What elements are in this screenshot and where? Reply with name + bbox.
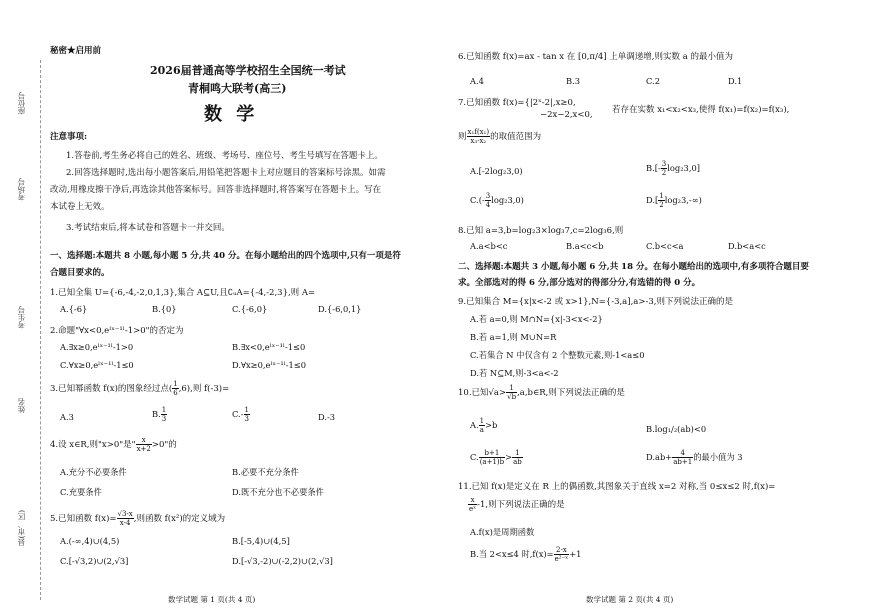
question-3 [50, 380, 229, 397]
q3-frac-numerator: 1 [173, 380, 178, 388]
question-1: 1.已知全集 U={-6,-4,-2,0,1,3},集合 A⊆U,且∁ᵤA={-4,-2,3},则 A= [50, 288, 316, 298]
q10-option-c-denominator-1: (a+1)b [479, 458, 505, 466]
section-2-header-cont: 求。全部选对的得 6 分,部分选对的得部分分,有选错的得 0 分。 [458, 278, 701, 288]
q7-option-b-numerator: 3 [661, 160, 667, 168]
q9-option-a: A.若 a=0,则 M∩N={x|-3<x<-2} [470, 314, 603, 324]
q5-text: 5.已知函数 f(x)= [50, 514, 117, 524]
q10-option-c [470, 449, 523, 466]
question-2: 2.命题"∀x<0,eˡˣ⁻¹ˡ-1>0"的否定为 [50, 326, 184, 336]
q3-option-c-numerator: 1 [244, 406, 249, 414]
q7-option-b [646, 160, 700, 177]
q10-option-d-end: 的最小值为 3 [693, 452, 743, 462]
q1-option-c: C.{-6,0} [232, 304, 268, 314]
q7-option-d-end: log₂3,-∞) [664, 195, 702, 205]
q7-option-d [646, 192, 702, 209]
question-8: 8.已知 a=3,b=log₂3×log₃7,c=2log₃6,则 [458, 226, 624, 236]
q10-text-end: ,a,b∈R,则下列说法正确的是 [517, 388, 625, 398]
q10-option-b: B.log₁/₂(ab)<0 [646, 424, 707, 434]
q5-option-c: C.[-√3,2)∪(2,√3] [60, 556, 129, 566]
q10-frac-numerator: 1 [506, 384, 517, 393]
q3-option-b-denominator: 3 [161, 415, 167, 423]
q2-option-d: D.∀x≥0,eˡˣ⁻¹ˡ-1≤0 [232, 360, 307, 370]
q6-option-d: D.1 [728, 76, 743, 86]
q1-option-b: B.{0} [152, 304, 177, 314]
question-6: 6.已知函数 f(x)=ax - tan x 在 [0,π/4] 上单调递增,则实数 a 的最小值为 [458, 52, 733, 62]
q5-option-d: D.[-√3,-2)∪(-2,2)∪(2,√3] [232, 556, 333, 566]
q10-option-c-fraction-2 [512, 449, 523, 466]
notice-2a: 2.回答选择题时,选出每小题答案后,用铅笔把答题卡上对应题目的答案标号涂黑。如需 [66, 168, 386, 178]
q4-fraction [136, 436, 152, 453]
q3-option-c-fraction [244, 406, 250, 423]
q9-option-c: C.若集合 N 中仅含有 2 个整数元素,则-1<a≤0 [470, 350, 645, 360]
q3-paren: ( [168, 384, 173, 394]
q7-option-d-label: D.[ [646, 195, 659, 205]
q2-option-b: B.∃x<0,eˡˣ⁻¹ˡ-1≤0 [232, 342, 306, 352]
q11-option-b-numerator: 2-x [554, 546, 570, 555]
q7-text-end: 的取值范围为 [490, 132, 542, 142]
q10-option-c-denominator-2: ab [513, 458, 522, 466]
q5-option-b: B.[-5,4)∪(4,5] [232, 536, 290, 546]
notice-3: 3.考试结束后,将本试卷和答题卡一并交回。 [66, 223, 230, 233]
q3-option-c-denominator: 3 [244, 415, 249, 423]
q7-option-c-denominator: 4 [485, 201, 491, 209]
q10-frac-denominator: √b [507, 393, 517, 401]
section-2-header: 二、选择题:本题共 3 小题,每小题 6 分,共 18 分。在每小题给出的选项中,有多项符合题目要 [458, 262, 809, 272]
q10-option-d-label: D.ab+ [646, 452, 673, 462]
q4-option-b: B.必要不充分条件 [232, 467, 299, 477]
q3-text: 3.已知幂函数 f(x)的图象经过点 [50, 384, 169, 394]
subject-title: 数 学 [204, 104, 259, 125]
question-11-cont [468, 496, 565, 513]
section-1-header: 一、选择题:本题共 8 小题,每小题 5 分,共 40 分。在每小题给出的四个选项中,只有一项是符 [50, 251, 401, 261]
q9-option-d: D.若 N⊆M,则-3<a<-2 [470, 368, 559, 378]
q4-option-a: A.充分不必要条件 [60, 467, 127, 477]
q7-option-c-label: C.(- [470, 195, 485, 205]
q7-frac-denominator: x₃-x₂ [470, 137, 487, 145]
q10-option-d-fraction [672, 449, 693, 466]
q7-option-a: A.[-2log₂3,0) [470, 166, 523, 176]
q7-option-c-numerator: 3 [485, 192, 491, 200]
q8-option-d: D.b<a<c [728, 241, 766, 251]
q11-frac-numerator: x [468, 496, 477, 505]
notice-2c: 本试卷上无效。 [50, 202, 110, 212]
q10-option-a-denominator: a [479, 426, 484, 434]
q11-text-end: -1,则下列说法正确的是 [477, 500, 565, 510]
page-2-footer: 数学试题 第 2 页(共 4 页) [586, 595, 674, 604]
q10-option-a-label: A. [470, 420, 479, 430]
exam-room-label: 考场号 [17, 178, 26, 201]
q7-option-b-end: log₂3,0] [667, 163, 700, 173]
q10-option-a-numerator: 1 [479, 417, 485, 425]
q10-option-c-label: C. [470, 452, 479, 462]
q5-option-a: A.(-∞,4)∪(4,5) [60, 536, 120, 546]
q4-option-d: D.既不充分也不必要条件 [232, 487, 324, 497]
q3-frac-denominator: 6 [173, 389, 178, 397]
q9-option-b: B.若 a=1,则 M∪N=R [470, 332, 557, 342]
page-1-footer: 数学试题 第 1 页(共 4 页) [168, 595, 256, 604]
q2-option-a: A.∃x≥0,eˡˣ⁻¹ˡ-1>0 [60, 342, 134, 352]
question-7-case-1: 7.已知函数 f(x)={|2ˣ-2|,x≥0, [458, 98, 576, 108]
exam-title: 2026届普通高等学校招生全国统一考试 [150, 64, 346, 77]
q6-option-a: A.4 [470, 76, 484, 86]
q7-frac-numerator: x₁f(x₁) [467, 128, 490, 136]
q5-frac-numerator: √3-x [117, 510, 133, 518]
q10-option-a-end: >b [485, 420, 498, 430]
q4-frac-numerator: x [136, 436, 152, 445]
name-label: 姓名 [17, 398, 26, 413]
q7-option-d-numerator: 1 [659, 192, 664, 200]
notice-2b: 改动,用橡皮擦干净后,再选涂其他答案标号。回答非选择题时,将答案写在答题卡上。写在 [50, 185, 382, 195]
question-4 [50, 436, 177, 453]
q3-option-c [232, 406, 250, 423]
question-11: 11.已知 f(x)是定义在 R 上的偶函数,其图象关于直线 x=2 对称,当 0≤x≤2 时,f(x)= [458, 482, 776, 492]
q8-option-b: B.a<c<b [566, 241, 604, 251]
q10-option-a [470, 417, 497, 434]
binding-line [40, 60, 42, 600]
q11-option-b-end: +1 [569, 549, 582, 559]
exam-subtitle: 青桐鸣大联考(高三) [188, 82, 287, 95]
question-9: 9.已知集合 M={x|x<-2 或 x>1},N={-3,a],a>-3,则下列说法正确的是 [458, 297, 733, 307]
q11-option-b [470, 546, 581, 563]
notice-heading: 注意事项: [50, 132, 88, 142]
q8-option-c: C.b<c<a [646, 241, 684, 251]
q5-text-end: ,则函数 f(x²)的定义域为 [133, 514, 226, 524]
q7-option-b-label: B.[- [646, 163, 661, 173]
section-1-header-cont: 合题目要求的。 [50, 268, 110, 278]
q4-option-c: C.充要条件 [60, 487, 102, 497]
q5-frac-denominator: x-4 [119, 519, 131, 527]
q11-option-b-label: B.当 2<x≤4 时,f(x)= [470, 549, 554, 559]
q10-option-d-numerator: 4 [672, 449, 693, 458]
q3-option-b-fraction [161, 406, 167, 423]
q10-fraction [506, 384, 517, 401]
q10-text: 10.已知√a> [458, 388, 507, 398]
q7-text: 则 [458, 132, 467, 142]
q10-option-c-numerator-2: 1 [512, 449, 523, 458]
q3-option-b-label: B. [152, 409, 161, 419]
q11-fraction [468, 496, 477, 513]
q10-option-c-compare: > [505, 452, 513, 462]
q7-fraction [467, 128, 491, 145]
question-7-case-2: −2x−2,x<0, [540, 110, 593, 120]
notice-1: 1.答卷前,考生务必将自己的姓名、班级、考场号、座位号、考生号填写在答题卡上。 [66, 151, 383, 161]
q4-frac-denominator: x+2 [136, 445, 151, 453]
q5-fraction [117, 510, 134, 527]
q1-option-a: A.{-6} [60, 304, 88, 314]
question-5 [50, 510, 225, 527]
candidate-number-label: 考生号 [17, 306, 26, 329]
q10-option-d-denominator: ab+1 [673, 458, 693, 466]
q8-option-a: A.a<b<c [470, 241, 508, 251]
q3-option-c-label: C.- [232, 409, 244, 419]
q7-option-d-denominator: 2 [659, 201, 664, 209]
seat-number-label: 座位号 [17, 92, 26, 115]
q1-option-d: D.{-6,0,1} [318, 304, 362, 314]
q3-option-b-numerator: 1 [161, 406, 167, 414]
q11-option-b-denominator: e²⁻ˣ [554, 555, 569, 563]
q3-option-a: A.3 [60, 412, 74, 422]
q4-text: 4.设 x∈R,则"x>0"是" [50, 440, 136, 450]
q11-option-b-fraction [554, 546, 570, 563]
q6-option-b: B.3 [566, 76, 581, 86]
question-10 [458, 384, 625, 401]
q11-option-a: A.f(x)是周期函数 [470, 527, 535, 537]
q6-option-c: C.2 [646, 76, 660, 86]
q3-option-b [152, 406, 167, 423]
confidential-mark: 秘密★启用前 [50, 46, 102, 56]
q3-text-end: ,6),则 f(-3)= [178, 384, 230, 394]
q7-option-b-denominator: 2 [661, 169, 667, 177]
q11-frac-denominator: eˣ [469, 505, 477, 513]
question-7-condition: 若存在实数 x₁<x₂<x₃,使得 f(x₁)=f(x₂)=f(x₃), [612, 105, 790, 115]
q7-option-c [470, 192, 524, 209]
question-7-expression [458, 128, 541, 145]
q4-text-end: >0"的 [151, 440, 177, 450]
q10-option-d [646, 449, 743, 466]
q10-option-c-numerator-1: b+1 [479, 449, 505, 458]
q7-option-c-end: log₂3,0) [491, 195, 524, 205]
q2-option-c: C.∀x≥0,eˡˣ⁻¹ˡ-1≤0 [60, 360, 134, 370]
q3-option-d: D.-3 [318, 412, 336, 422]
county-label: 县(市、区) [17, 510, 26, 546]
q10-option-c-fraction-1 [479, 449, 505, 466]
